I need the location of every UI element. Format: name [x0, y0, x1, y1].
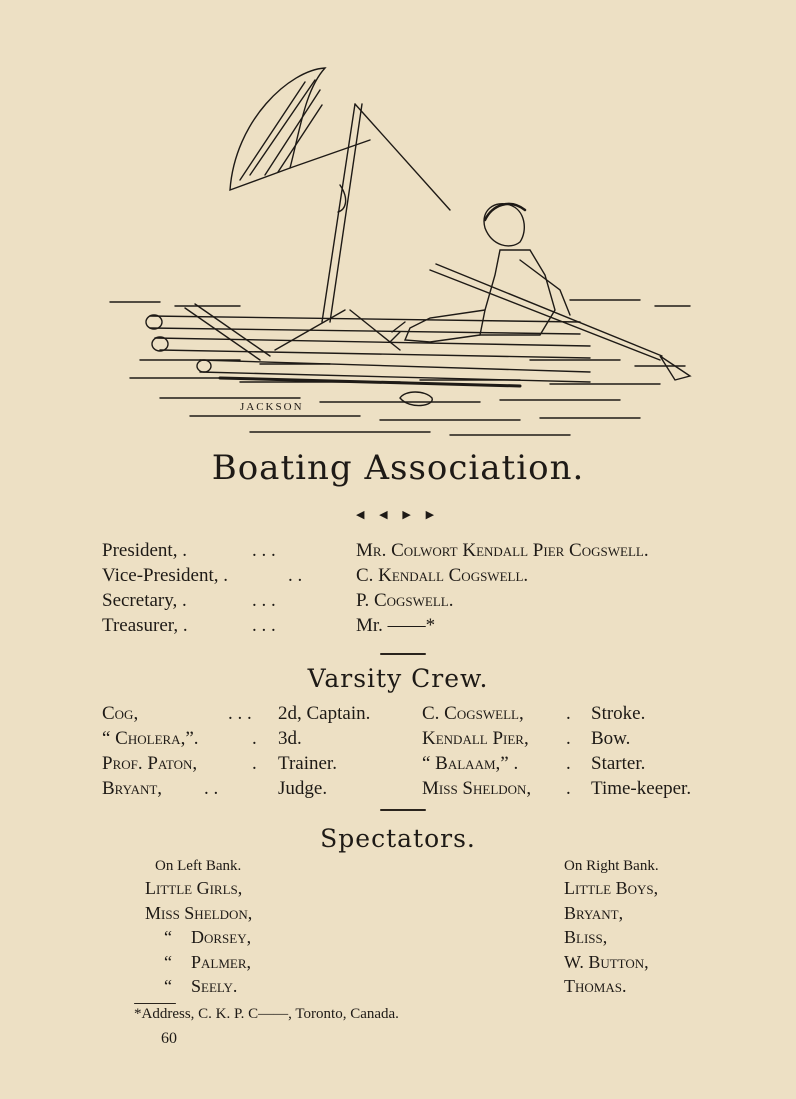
- crew-row: Bryant, . . Judge. Miss Sheldon, . Time-keeper.: [102, 778, 692, 799]
- crew-row: Prof. Paton, . Trainer. “ Balaam,” . . Starter.: [102, 753, 646, 774]
- list-item: Bryant,: [564, 902, 624, 923]
- crew-row: “ Cholera,”. . 3d. Kendall Pier, . Bow.: [102, 728, 631, 749]
- list-item: Bliss,: [564, 927, 608, 947]
- list-item: Thomas.: [564, 976, 627, 996]
- officers-list: [102, 540, 742, 640]
- left-bank-heading: On Left Bank.: [155, 858, 242, 874]
- ornament-arrows: ◀ ◀ ▶ ▶: [355, 509, 441, 521]
- section-divider: [380, 809, 426, 811]
- officer-row: Vice-President, . . . C. Kendall Cogswell.: [102, 565, 529, 586]
- officer-row: President, . . . . Mr. Colwort Kendall Pier Cogswell.: [102, 540, 649, 561]
- right-bank-list: [564, 858, 659, 1001]
- crew-row: Cog, . . . 2d, Captain. C. Cogswell, . Stroke.: [102, 703, 646, 724]
- raft-rowing-illustration: [100, 60, 700, 440]
- list-item: “ Seely.: [164, 976, 238, 996]
- list-item: W. Button,: [564, 951, 649, 972]
- spectators-heading: Spectators.: [320, 824, 476, 853]
- list-item: “ Dorsey,: [164, 927, 252, 947]
- page-number: 60: [161, 1030, 177, 1047]
- page-title: Boating Association.: [211, 448, 585, 488]
- crew-list: [102, 703, 742, 803]
- officer-row: Treasurer, . . . . Mr. ——*: [102, 615, 436, 636]
- list-item: Little Boys,: [564, 878, 659, 898]
- artist-signature: JACKSON: [240, 401, 304, 413]
- officer-row: Secretary, . . . . P. Cogswell.: [102, 590, 454, 611]
- footnote: *Address, C. K. P. C——, Toronto, Canada.: [134, 1006, 399, 1022]
- section-divider: [380, 653, 426, 655]
- crew-heading: Varsity Crew.: [307, 664, 489, 693]
- left-bank-list: [145, 858, 252, 1001]
- list-item: Miss Sheldon,: [145, 902, 253, 923]
- right-bank-heading: On Right Bank.: [564, 858, 659, 874]
- list-item: Little Girls,: [145, 878, 243, 898]
- footnote-rule: [134, 1003, 176, 1004]
- list-item: “ Palmer,: [164, 951, 252, 972]
